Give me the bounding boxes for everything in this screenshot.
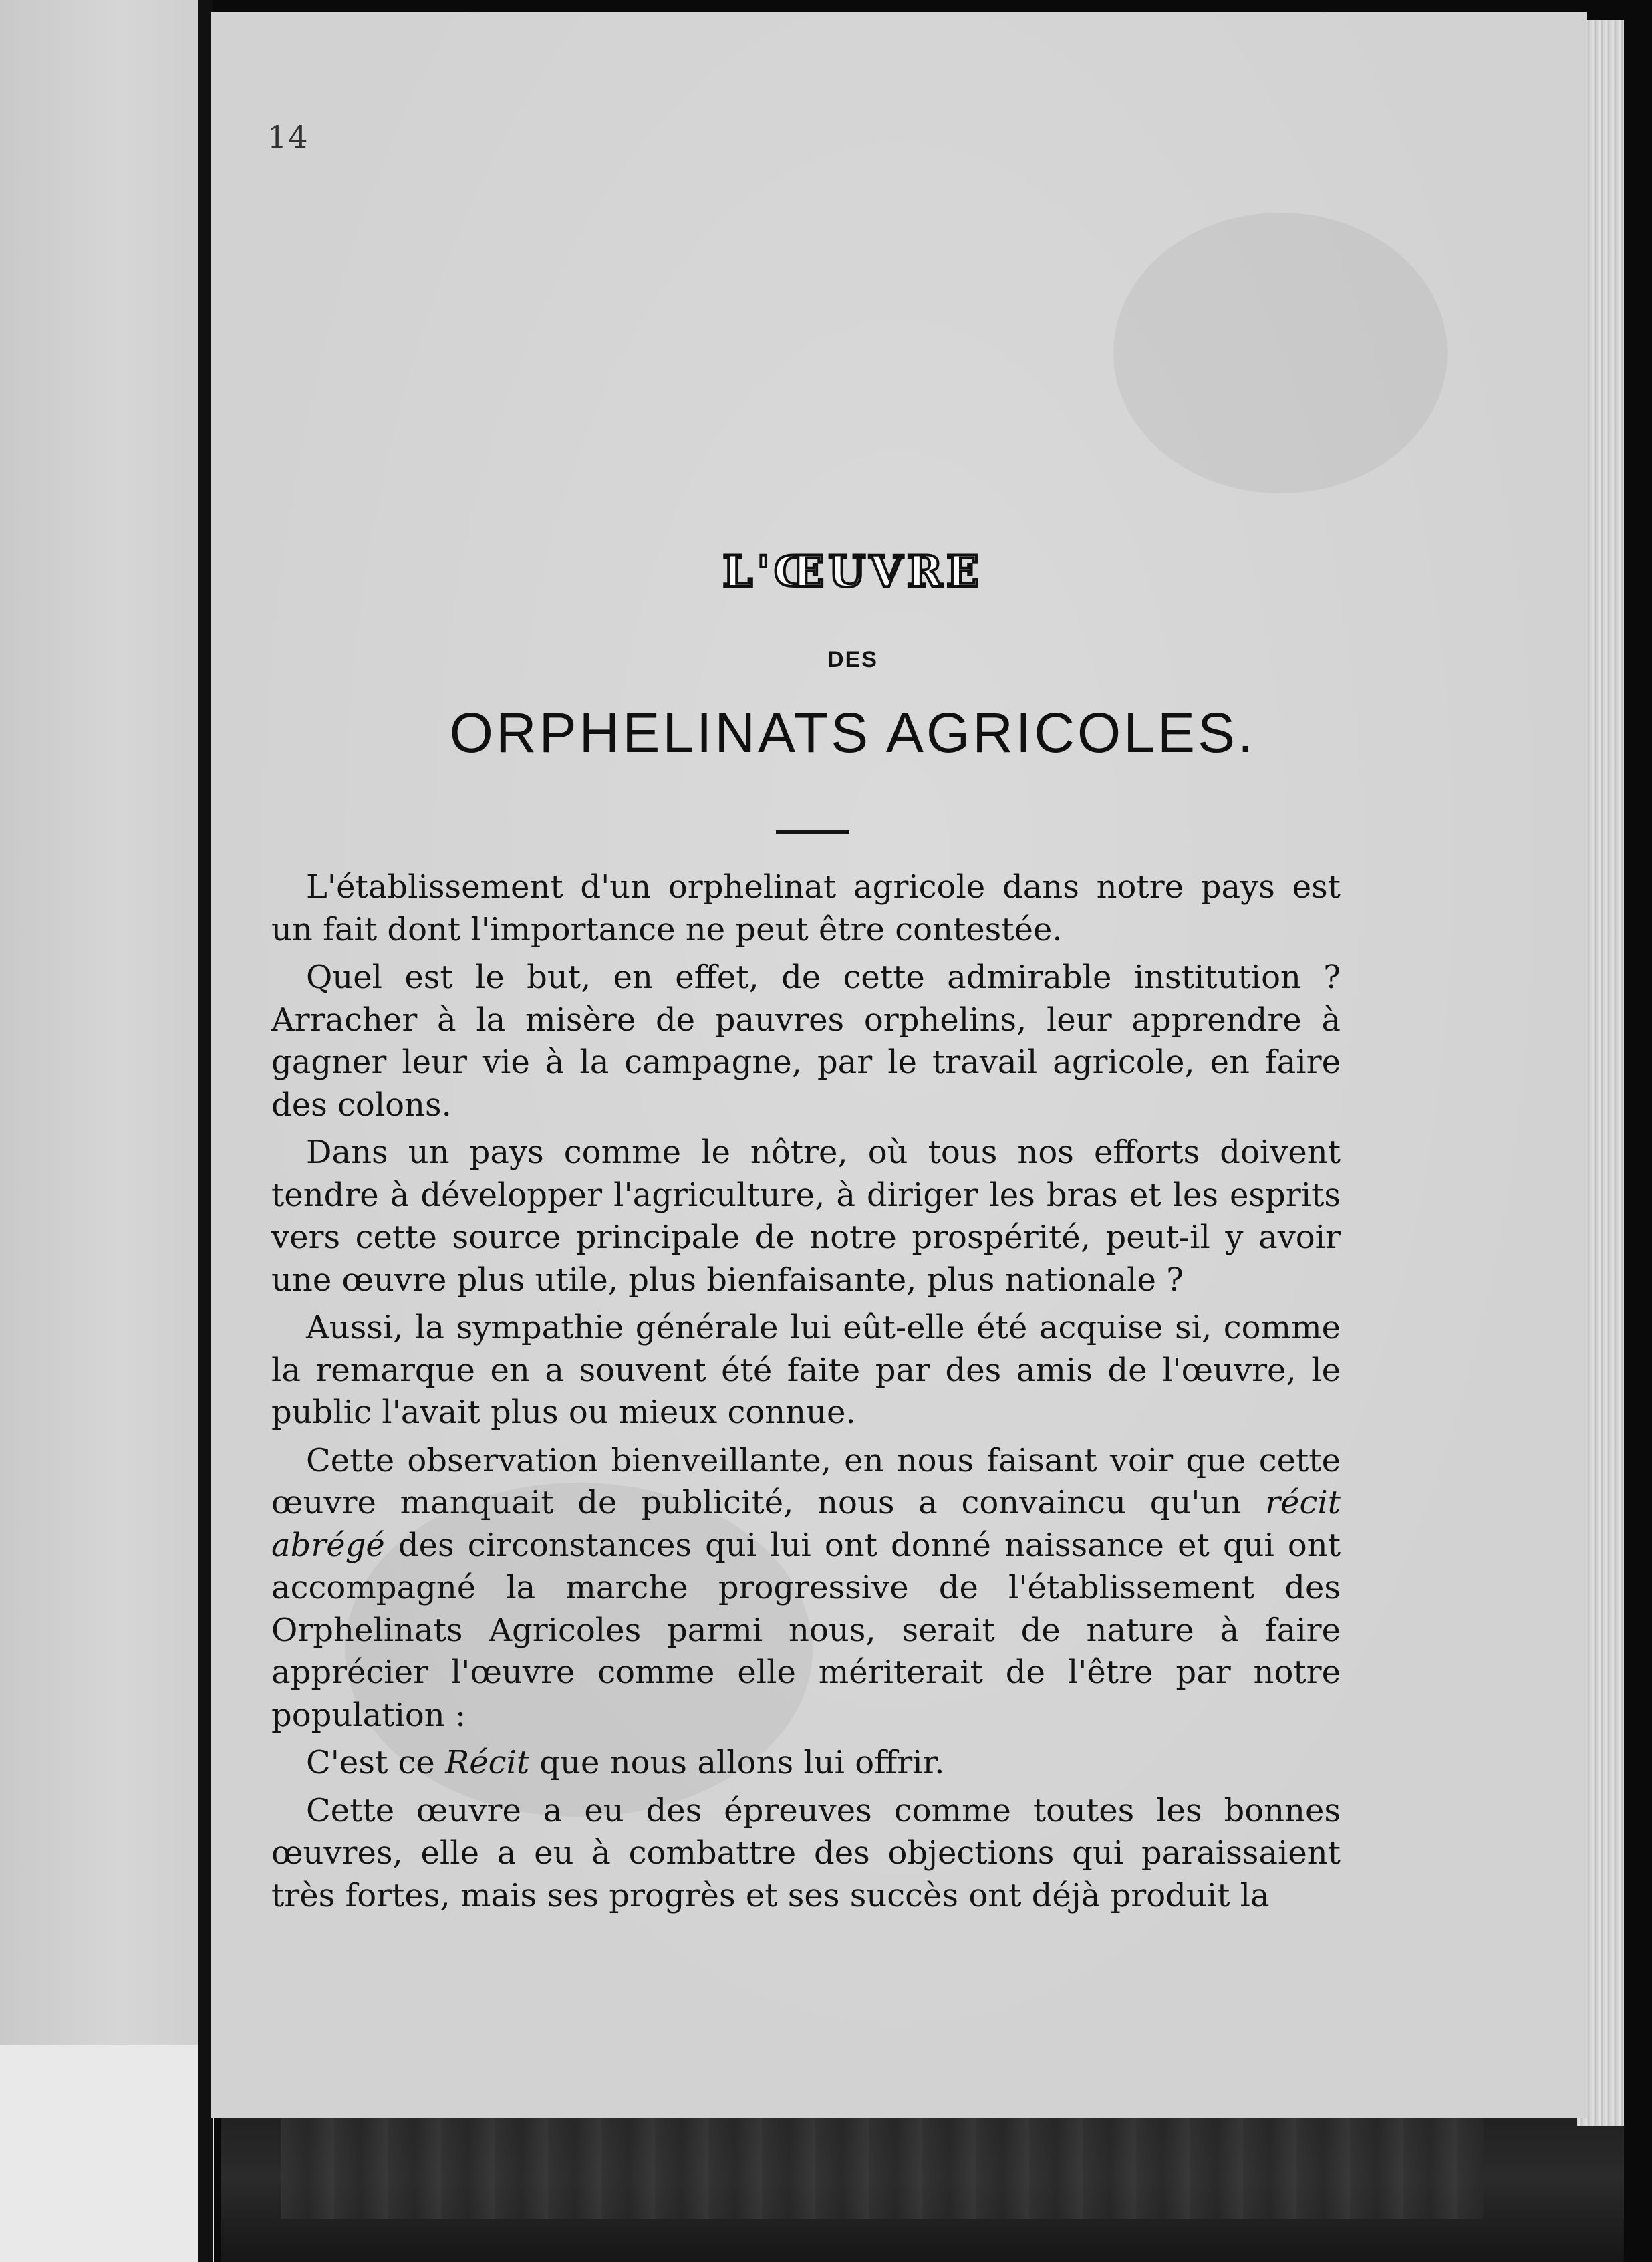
italic-phrase: récit abrégé: [271, 1484, 1341, 1564]
body-text: [271, 866, 1341, 1922]
paragraph-text: C'est ce: [306, 1744, 446, 1781]
paragraph-text: Cette observation bienveillante, en nous faisant voir que cette œuvre manquait de publicité, nous a convaincu qu'un: [271, 1441, 1341, 1521]
paragraph: [271, 1132, 1341, 1301]
heading-oeuvre: L'ŒUVRE: [722, 547, 983, 597]
heading-des: DES: [827, 647, 878, 672]
paragraph-text: Dans un pays comme le nôtre, où tous nos efforts doivent tendre à développer l'agriculture, à diriger les bras et les esprits vers cette source principale de notre prospérité, peut-il y avoir une œuvre plus utile, plus bienfaisante, plus nationale ?: [271, 1134, 1341, 1299]
paper-stain: [1113, 213, 1448, 493]
paragraph-text: Cette œuvre a eu des épreuves comme toutes les bonnes œuvres, elle a eu à combattre des objections qui paraissaient très fortes, mais ses progrès et ses succès ont déjà produit la: [271, 1791, 1341, 1914]
paragraph: [271, 957, 1341, 1126]
paragraph: [271, 1307, 1341, 1434]
paragraph-text: que nous allons lui offrir.: [529, 1744, 945, 1781]
facing-page-corner: [0, 2045, 214, 2262]
page-number: 14: [267, 119, 309, 155]
italic-phrase: Récit: [445, 1744, 530, 1781]
book-gutter: [198, 0, 213, 2262]
paragraph: [271, 1440, 1341, 1737]
title-rule: [776, 830, 849, 834]
heading-title: ORPHELINATS AGRICOLES.: [449, 701, 1256, 764]
book-bottom-texture: [281, 2112, 1484, 2219]
paragraph-text: Quel est le but, en effet, de cette admirable institution ? Arracher à la misère de pauvres orphelins, leur apprendre à gagner leur vie à la campagne, par le travail agricole, en faire des colons.: [271, 959, 1341, 1124]
page-stack-shadow: [1624, 0, 1652, 2262]
paragraph: [271, 1742, 1341, 1785]
paragraph: [271, 866, 1341, 951]
facing-page-edge: [0, 0, 200, 2262]
paragraph-text: des circonstances qui lui ont donné naissance et qui ont accompagné la marche progressive de l'établissement des Orphelinats Agricoles parmi nous, serait de nature à faire apprécier l'œuvre comme elle mériterait de l'être par notre population :: [271, 1526, 1341, 1734]
book-page: [211, 12, 1587, 2118]
paragraph-text: L'établissement d'un orphelinat agricole dans notre pays est un fait dont l'importance ne peut être contestée.: [271, 868, 1341, 949]
paragraph: [271, 1790, 1341, 1918]
paragraph-text: Aussi, la sympathie générale lui eût-elle été acquise si, comme la remarque en a souvent été faite par des amis de l'œuvre, le public l'avait plus ou mieux connue.: [271, 1309, 1341, 1431]
